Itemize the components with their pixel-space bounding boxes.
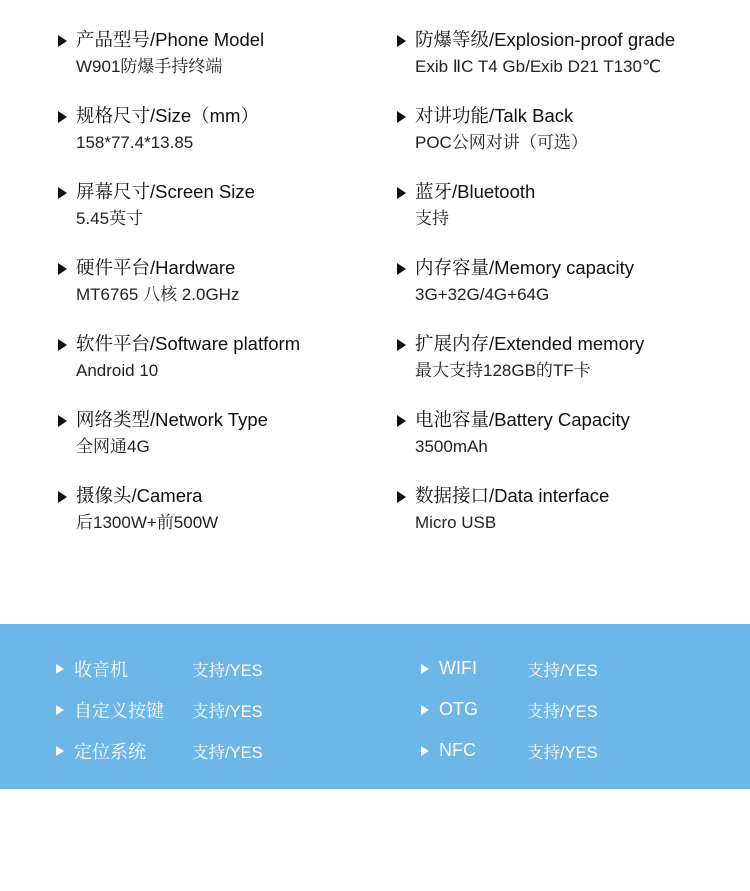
feature-label: NFC <box>439 740 476 760</box>
spec-title-row <box>58 484 375 507</box>
spec-item <box>58 256 375 306</box>
spec-item <box>58 28 375 78</box>
spec-title-row <box>397 408 736 431</box>
spec-value: POC公网对讲（可选） <box>415 133 588 152</box>
spec-title-row <box>58 256 375 279</box>
feature-row <box>56 730 375 771</box>
bullet-triangle-icon <box>58 263 67 275</box>
features-grid <box>0 648 750 771</box>
bullet-triangle-icon <box>397 35 406 47</box>
spec-value: Android 10 <box>76 361 159 380</box>
spec-title: 产品型号/Phone Model <box>76 29 265 50</box>
spec-item <box>58 332 375 382</box>
feature-row <box>421 648 750 689</box>
bullet-triangle-icon <box>58 415 67 427</box>
spec-item <box>397 256 736 306</box>
spec-title: 内存容量/Memory capacity <box>415 257 634 278</box>
spec-title-row <box>397 484 736 507</box>
spec-title: 网络类型/Network Type <box>76 409 268 430</box>
bullet-triangle-icon <box>397 111 406 123</box>
features-band <box>0 624 750 789</box>
spec-title-row <box>397 256 736 279</box>
spec-item <box>397 28 736 78</box>
spec-title-row <box>397 28 736 51</box>
bullet-triangle-icon <box>397 415 406 427</box>
spec-title-row <box>397 180 736 203</box>
bottom-blank-strip <box>0 789 750 891</box>
spec-title-row <box>58 408 375 431</box>
feature-row <box>56 689 375 730</box>
spec-value: 5.45英寸 <box>76 209 144 228</box>
spec-item <box>58 484 375 534</box>
spec-title: 规格尺寸/Size（mm） <box>76 105 259 126</box>
spec-value: Micro USB <box>415 513 497 532</box>
spec-value: 最大支持128GB的TF卡 <box>415 361 591 380</box>
feature-row <box>421 730 750 771</box>
bullet-triangle-icon <box>58 35 67 47</box>
feature-value: 支持/YES <box>192 702 263 721</box>
bullet-triangle-icon <box>397 491 406 503</box>
spec-value: Exib ⅡC T4 Gb/Exib D21 T130℃ <box>415 57 662 76</box>
spec-item <box>397 484 736 534</box>
spec-title: 摄像头/Camera <box>76 485 203 506</box>
spec-value: W901防爆手持终端 <box>76 57 223 76</box>
spec-item <box>397 332 736 382</box>
spec-title-row <box>397 104 736 127</box>
feature-row <box>421 689 750 730</box>
spec-title: 软件平台/Software platform <box>76 333 301 354</box>
bullet-triangle-icon <box>397 339 406 351</box>
feature-value: 支持/YES <box>527 702 598 721</box>
feature-label: WIFI <box>439 658 477 678</box>
spec-title-row <box>58 332 375 355</box>
spec-item <box>58 104 375 154</box>
bullet-triangle-icon <box>58 111 67 123</box>
specifications-column-right <box>375 28 736 560</box>
spec-title-row <box>58 104 375 127</box>
feature-label: 定位系统 <box>74 741 146 762</box>
spec-item <box>397 104 736 154</box>
spec-title: 硬件平台/Hardware <box>76 257 236 278</box>
bullet-triangle-icon <box>421 664 429 674</box>
bullet-triangle-icon <box>58 187 67 199</box>
bullet-triangle-icon <box>421 746 429 756</box>
feature-label: OTG <box>439 699 478 719</box>
spec-title-row <box>58 28 375 51</box>
specifications-column-left <box>14 28 375 560</box>
spec-value: MT6765 八核 2.0GHz <box>76 285 240 304</box>
feature-label: 自定义按键 <box>74 700 164 721</box>
feature-row <box>56 648 375 689</box>
feature-value: 支持/YES <box>527 743 598 762</box>
spec-title: 防爆等级/Explosion-proof grade <box>415 29 676 50</box>
bullet-triangle-icon <box>58 339 67 351</box>
spec-value: 3G+32G/4G+64G <box>415 285 550 304</box>
bullet-triangle-icon <box>421 705 429 715</box>
spec-title: 对讲功能/Talk Back <box>415 105 574 126</box>
spec-title: 蓝牙/Bluetooth <box>415 181 536 202</box>
spec-value: 3500mAh <box>415 437 488 456</box>
spec-title: 数据接口/Data interface <box>415 485 610 506</box>
feature-value: 支持/YES <box>192 661 263 680</box>
spec-value: 158*77.4*13.85 <box>76 133 194 152</box>
spec-title: 扩展内存/Extended memory <box>415 333 645 354</box>
spec-title-row <box>58 180 375 203</box>
bullet-triangle-icon <box>56 746 64 756</box>
spec-item <box>58 180 375 230</box>
bullet-triangle-icon <box>56 664 64 674</box>
bullet-triangle-icon <box>58 491 67 503</box>
spec-title: 屏幕尺寸/Screen Size <box>76 181 255 202</box>
feature-label: 收音机 <box>74 659 128 680</box>
spec-title: 电池容量/Battery Capacity <box>415 409 630 430</box>
specifications-grid <box>14 28 736 560</box>
bullet-triangle-icon <box>397 187 406 199</box>
spec-item <box>397 408 736 458</box>
spec-value: 后1300W+前500W <box>76 513 219 532</box>
bullet-triangle-icon <box>56 705 64 715</box>
bullet-triangle-icon <box>397 263 406 275</box>
spec-value: 支持 <box>415 209 449 228</box>
spec-item <box>397 180 736 230</box>
features-column-right <box>375 648 750 771</box>
spec-value: 全网通4G <box>76 437 150 456</box>
feature-value: 支持/YES <box>527 661 598 680</box>
feature-value: 支持/YES <box>192 743 263 762</box>
features-column-left <box>0 648 375 771</box>
spec-item <box>58 408 375 458</box>
spec-title-row <box>397 332 736 355</box>
